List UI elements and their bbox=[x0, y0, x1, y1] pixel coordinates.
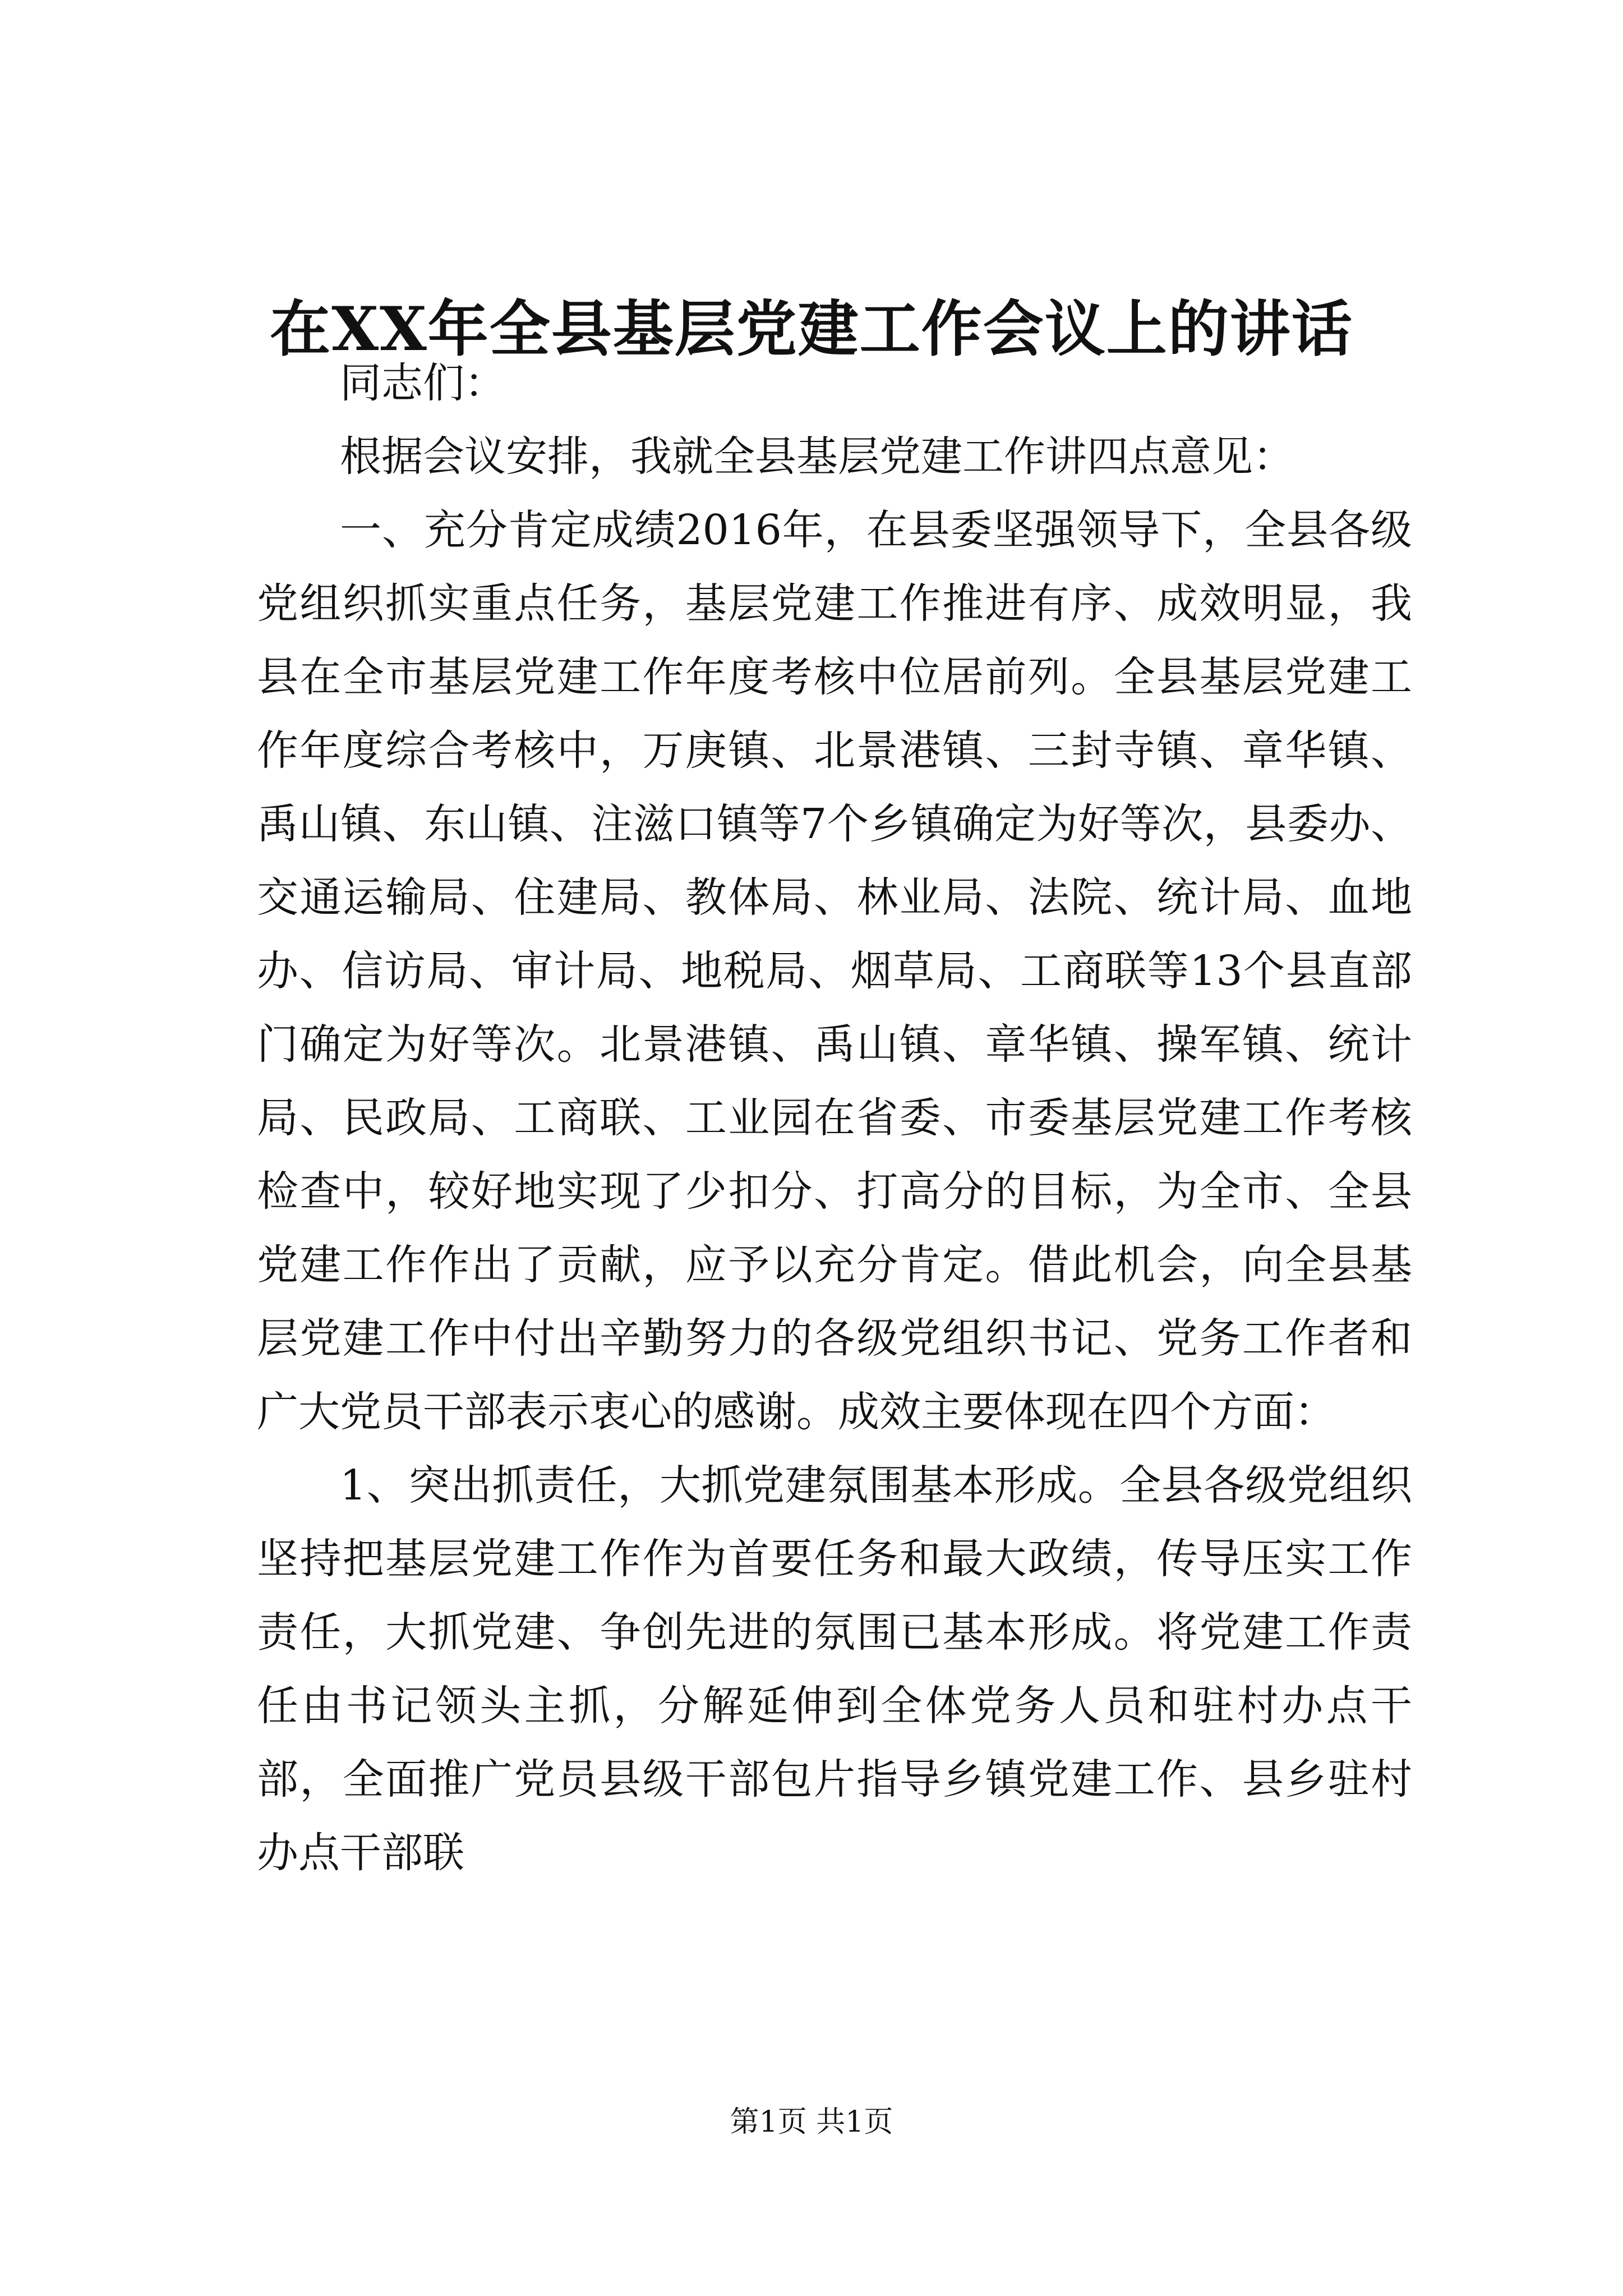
point-one-paragraph: 1、突出抓责任，大抓党建氛围基本形成。全县各级党组织坚持把基层党建工作作为首要任务和最大政绩，传导压实工作责任，大抓党建、争创先进的氛围已基本形成。将党建工作责任由书记领头主抓，分解延伸到全体党务人员和驻村办点干部，全面推广党员县级干部包片指导乡镇党建工作、县乡驻村办点干部联 bbox=[257, 1461, 1412, 1877]
document-title: 在XX年全县基层党建工作会议上的讲话 bbox=[270, 294, 1353, 365]
intro-paragraph: 根据会议安排，我就全县基层党建工作讲四点意见： bbox=[340, 432, 1294, 481]
document-body bbox=[257, 347, 1412, 1890]
salutation-paragraph: 同志们： bbox=[340, 359, 506, 407]
section-one-paragraph: 一、充分肯定成绩2016年，在县委坚强领导下，全县各级党组织抓实重点任务，基层党建工作推进有序、成效明显，我县在全市基层党建工作年度考核中位居前列。全县基层党建工作年度综合考核中，万庚镇、北景港镇、三封寺镇、章华镇、禹山镇、东山镇、注滋口镇等7个乡镇确定为好等次，县委办、交通运输局、住建局、教体局、林业局、法院、统计局、血地办、信访局、审计局、地税局、烟草局、工商联等13个县直部门确定为好等次。北景港镇、禹山镇、章华镇、操军镇、统计局、民政局、工商联、工业园在省委、市委基层党建工作考核检查中，较好地实现了少扣分、打高分的目标，为全市、全县党建工作作出了贡献，应予以充分肯定。借此机会，向全县基层党建工作中付出辛勤努力的各级党组织书记、党务工作者和广大党员干部表示衷心的感谢。成效主要体现在四个方面： bbox=[257, 506, 1412, 1436]
page-footer: 第1页 共1页 bbox=[730, 2105, 893, 2139]
